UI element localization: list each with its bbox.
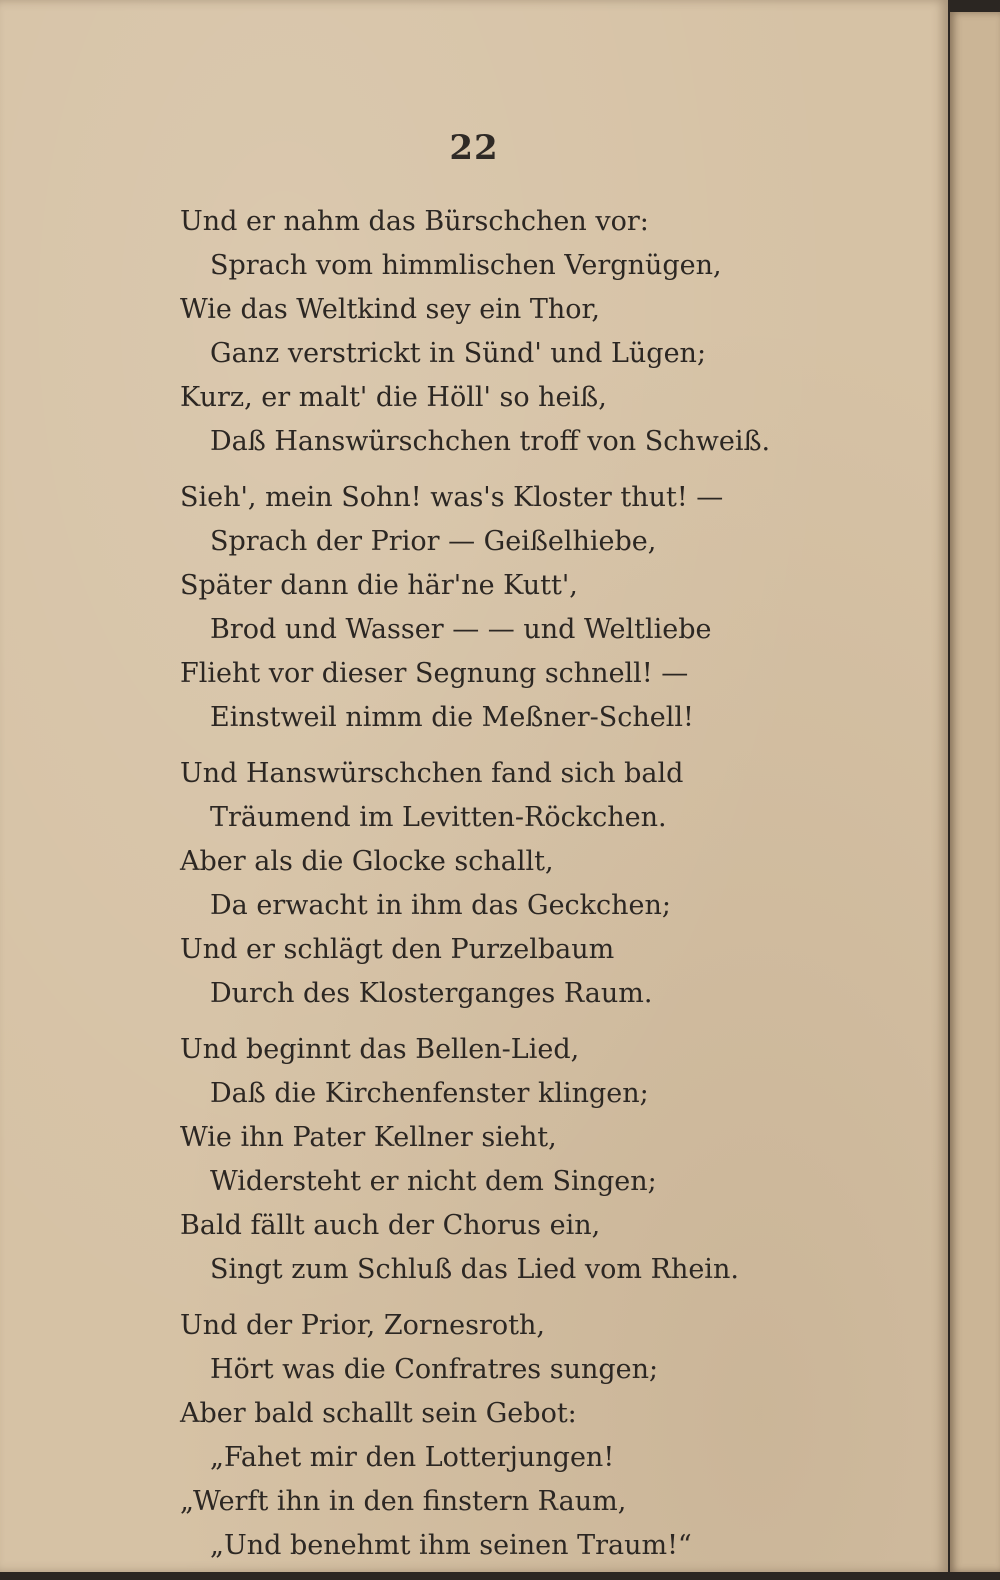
poem-line: Durch des Klosterganges Raum. bbox=[210, 978, 653, 1009]
poem-line: Sieh', mein Sohn! was's Kloster thut! — bbox=[180, 482, 724, 513]
poem-line: Singt zum Schluß das Lied vom Rhein. bbox=[210, 1254, 739, 1285]
poem-line: Sprach der Prior — Geißelhiebe, bbox=[210, 526, 657, 557]
page-number: 22 bbox=[449, 128, 499, 168]
poem-line: Und beginnt das Bellen-Lied, bbox=[180, 1034, 580, 1065]
poem-line: Hört was die Confratres sungen; bbox=[210, 1354, 659, 1385]
poem-line: Später dann die här'ne Kutt', bbox=[180, 570, 578, 601]
poem-line: Und Hanswürschchen fand sich bald bbox=[180, 758, 684, 789]
poem-line: Flieht vor dieser Segnung schnell! — bbox=[180, 658, 689, 689]
poem-line: Wie das Weltkind sey ein Thor, bbox=[180, 294, 600, 325]
poem-line: Träumend im Levitten-Röckchen. bbox=[210, 802, 667, 833]
poem bbox=[180, 200, 920, 1580]
poem-line: Und er nahm das Bürschchen vor: bbox=[180, 206, 649, 237]
adjacent-page-edge bbox=[950, 12, 1000, 1572]
stanza bbox=[180, 200, 920, 464]
poem-line: Und der Prior, Zornesroth, bbox=[180, 1310, 545, 1341]
poem-line: Bald fällt auch der Chorus ein, bbox=[180, 1210, 601, 1241]
poem-line: Und er schlägt den Purzelbaum bbox=[180, 934, 615, 965]
stanza bbox=[180, 1304, 920, 1568]
poem-line: Daß Hanswürschchen troff von Schweiß. bbox=[210, 426, 771, 457]
stanza bbox=[180, 476, 920, 740]
poem-line: Sprach vom himmlischen Vergnügen, bbox=[210, 250, 722, 281]
stanza bbox=[180, 1028, 920, 1292]
poem-line: Da erwacht in ihm das Geckchen; bbox=[210, 890, 672, 921]
poem-line: „Und benehmt ihm seinen Traum!“ bbox=[210, 1530, 692, 1561]
poem-line: Daß die Kirchenfenster klingen; bbox=[210, 1078, 649, 1109]
poem-line: „Werft ihn in den finstern Raum, bbox=[180, 1486, 627, 1517]
poem-line: „Fahet mir den Lotterjungen! bbox=[210, 1442, 615, 1473]
poem-line: Einstweil nimm die Meßner-Schell! bbox=[210, 702, 694, 733]
poem-line: Widersteht er nicht dem Singen; bbox=[210, 1166, 657, 1197]
stanza bbox=[180, 752, 920, 1016]
poem-line: Wie ihn Pater Kellner sieht, bbox=[180, 1122, 557, 1153]
poem-line: Ganz verstrickt in Sünd' und Lügen; bbox=[210, 338, 707, 369]
poem-line: Aber als die Glocke schallt, bbox=[180, 846, 554, 877]
poem-line: Aber bald schallt sein Gebot: bbox=[180, 1398, 577, 1429]
poem-line: Kurz, er malt' die Höll' so heiß, bbox=[180, 382, 607, 413]
poem-line: Brod und Wasser — — und Weltliebe bbox=[210, 614, 712, 645]
